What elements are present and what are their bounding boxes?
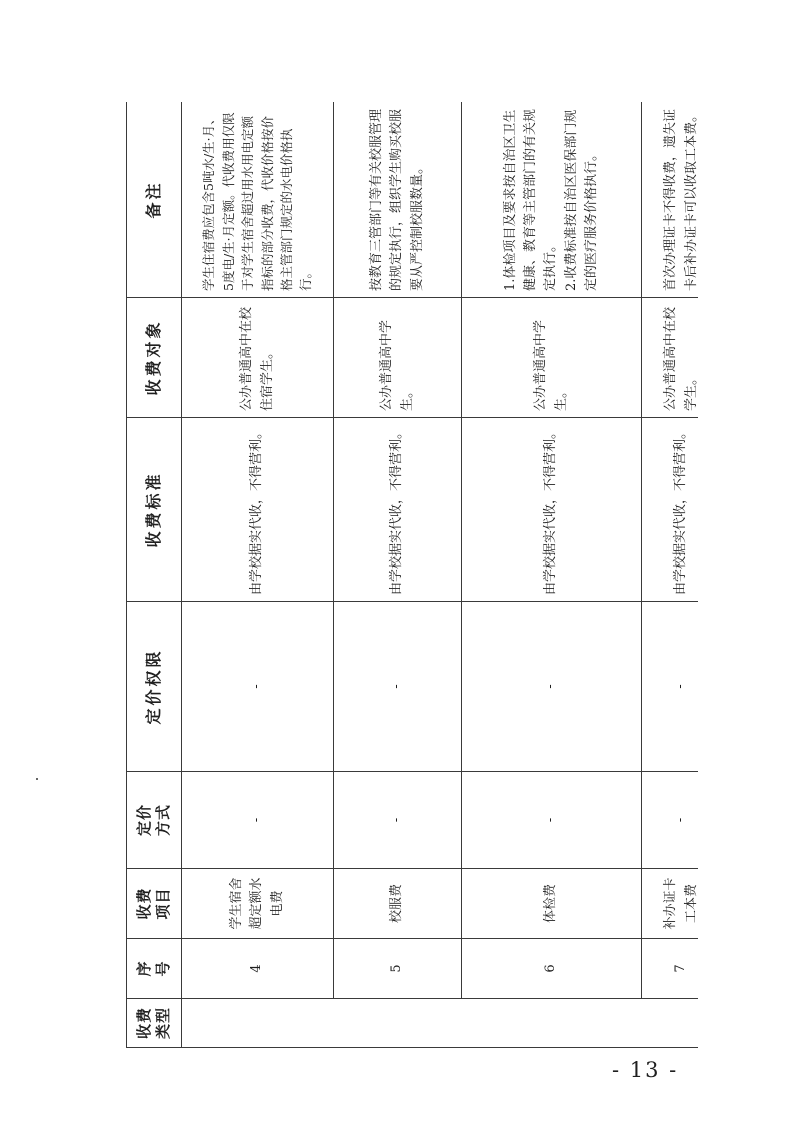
rotated-table-frame bbox=[126, 102, 698, 1048]
method-cell: - bbox=[334, 772, 462, 869]
scan-speck bbox=[36, 778, 38, 780]
table-row bbox=[182, 102, 334, 1048]
rotated-table-content bbox=[126, 102, 698, 1048]
standard-cell: 由学校据实代收，不得营利。 bbox=[334, 418, 462, 602]
type-cell bbox=[182, 999, 699, 1048]
header-item: 收费 项目 bbox=[127, 869, 182, 939]
page-number: - 13 - bbox=[612, 1058, 679, 1082]
note-cell: 1.体检项目及要求按自治区卫生健康、教育等主管部门的有关规定执行。 2.收费标准按自治区医保部门规定的医疗服务价格执行。 bbox=[462, 102, 642, 298]
target-cell: 公办普通高中在校住宿学生。 bbox=[182, 298, 334, 418]
fee-table bbox=[126, 102, 698, 1048]
authority-cell: - bbox=[182, 602, 334, 772]
header-seq: 序 号 bbox=[127, 939, 182, 999]
standard-cell: 由学校据实代收，不得营利。 bbox=[462, 418, 642, 602]
table-row bbox=[642, 102, 699, 1048]
target-cell: 公办普通高中学生。 bbox=[334, 298, 462, 418]
header-type: 收费 类型 bbox=[127, 999, 182, 1048]
header-target: 收费对象 bbox=[127, 298, 182, 418]
header-note: 备注 bbox=[127, 102, 182, 298]
note-cell: 首次办理证卡不得收费，遗失证卡后补办证卡可以收取工本费。 bbox=[642, 102, 699, 298]
method-cell: - bbox=[182, 772, 334, 869]
standard-cell: 由学校据实代收，不得营利。 bbox=[642, 418, 699, 602]
header-standard: 收费标准 bbox=[127, 418, 182, 602]
seq-cell: 7 bbox=[642, 939, 699, 999]
note-cell: 学生住宿费应包含5吨水/生·月、5度电/生·月定额。代收费用仅限于对学生宿舍超过用水用电定额指标的部分收费，代收价格按价格主管部门规定的水电价格执行。 bbox=[182, 102, 334, 298]
standard-cell: 由学校据实代收，不得营利。 bbox=[182, 418, 334, 602]
seq-cell: 4 bbox=[182, 939, 334, 999]
authority-cell: - bbox=[462, 602, 642, 772]
authority-cell: - bbox=[334, 602, 462, 772]
seq-cell: 5 bbox=[334, 939, 462, 999]
header-authority: 定价权限 bbox=[127, 602, 182, 772]
method-cell: - bbox=[462, 772, 642, 869]
target-cell: 公办普通高中在校学生。 bbox=[642, 298, 699, 418]
target-cell: 公办普通高中学生。 bbox=[462, 298, 642, 418]
item-cell: 学生宿舍超定额水电费 bbox=[182, 869, 334, 939]
table-row bbox=[334, 102, 462, 1048]
table-row bbox=[462, 102, 642, 1048]
item-cell: 体检费 bbox=[462, 869, 642, 939]
item-cell: 校服费 bbox=[334, 869, 462, 939]
method-cell: - bbox=[642, 772, 699, 869]
note-cell: 按教育三管部门等有关校服管理的规定执行，组织学生购买校服要从严控制校服数量。 bbox=[334, 102, 462, 298]
seq-cell: 6 bbox=[462, 939, 642, 999]
item-cell: 补办证卡工本费 bbox=[642, 869, 699, 939]
authority-cell: - bbox=[642, 602, 699, 772]
header-method: 定价 方式 bbox=[127, 772, 182, 869]
table-header-row bbox=[127, 102, 182, 1048]
